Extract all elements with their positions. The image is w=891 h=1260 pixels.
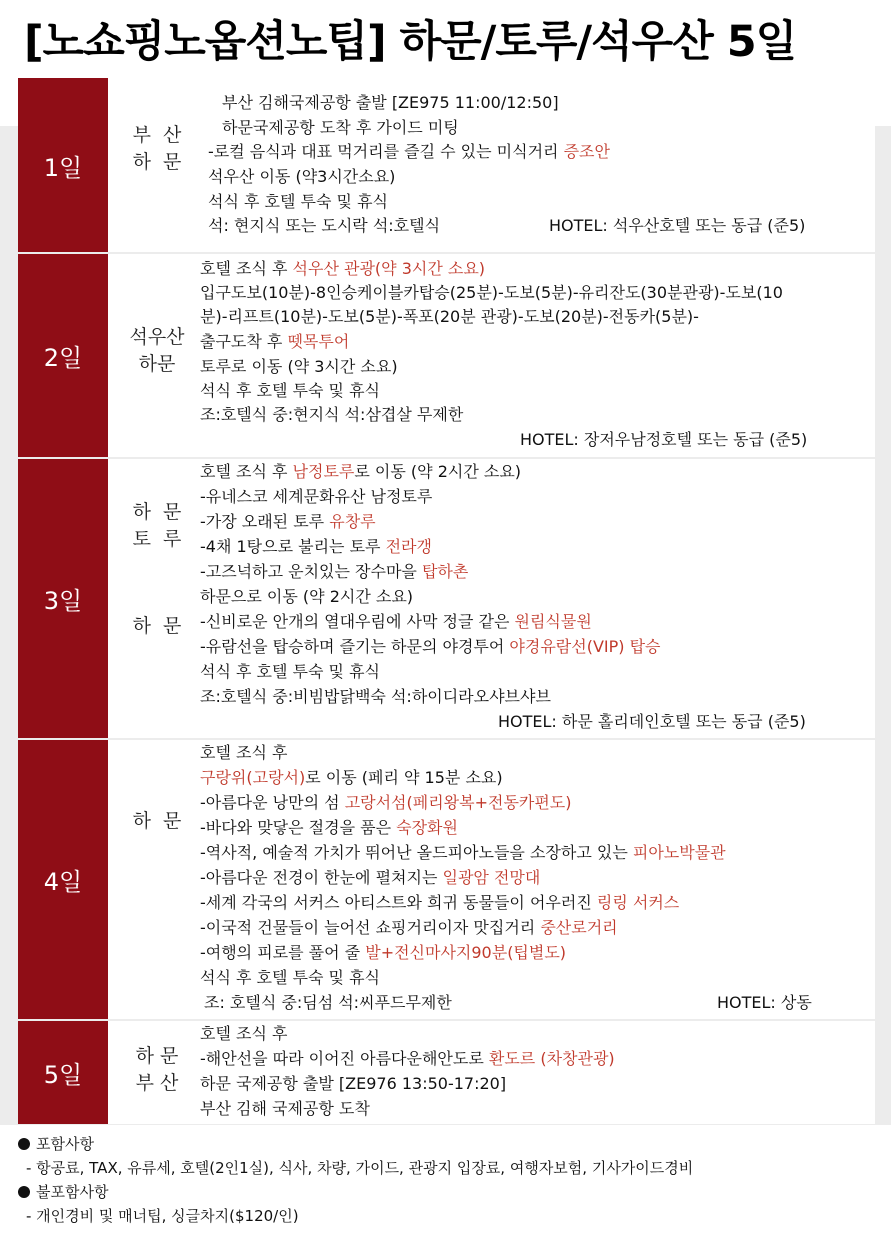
day-label: 4일 [18,740,108,1019]
highlight-text: 원림식물원 [514,612,592,631]
hotel-info: HOTEL: 장저우남정호텔 또는 동급 (준5) [520,430,808,449]
hotel-info: HOTEL: 석우산호텔 또는 동급 (준5) [549,216,806,235]
schedule-line [200,840,726,865]
schedule-line [222,115,459,140]
schedule-line [200,559,468,584]
schedule-text: 부산 김해 국제공항 도착 [200,1099,370,1118]
day-label: 3일 [18,459,108,738]
schedule-text: -신비로운 안개의 열대우림에 사막 정글 같은 [200,612,515,631]
schedule-text: -로컬 음식과 대표 먹거리를 즐길 수 있는 미식거리 [208,142,564,161]
excluded-items: - 개인경비 및 매너팁, 싱글차지($120/인) [26,1207,299,1225]
schedule-line [208,189,388,214]
schedule-line [200,609,592,634]
schedule-text: 조:호텔식 중:현지식 석:삼겹살 무제한 [200,405,464,424]
hotel-info: HOTEL: 상동 [717,993,812,1012]
schedule-line [200,684,551,709]
day-label: 1일 [18,78,108,252]
schedule-text: 호텔 조식 후 [200,462,293,481]
day-1-row [18,78,875,252]
day-location: 하 문 [132,810,182,832]
day-2-row [18,254,875,457]
schedule-text: 분)-리프트(10분)-도보(5분)-폭포(20분 관광)-도보(20분)-전동카(5분)- [200,307,699,326]
schedule-line [200,815,458,840]
schedule-text: 로 이동 (페리 약 15분 소요) [305,768,503,787]
schedule-text: -아름다운 낭만의 섬 [200,793,345,812]
schedule-line [200,740,287,765]
hotel-info: HOTEL: 하문 홀리데인호텔 또는 동급 (준5) [498,712,806,731]
included-heading [18,1132,878,1156]
schedule-line [200,915,618,940]
highlight-text: 석우산 관광(약 3시간 소요) [292,259,486,278]
day-label: 5일 [18,1021,108,1124]
day-location: 하 문 [132,615,182,637]
excluded-heading [18,1180,878,1204]
schedule-text: -해안선을 따라 이어진 아름다운해안도로 [200,1049,489,1068]
day-3-row [18,459,875,738]
schedule-text: 하문으로 이동 (약 2시간 소요) [200,587,414,606]
schedule-line [200,402,463,427]
schedule-line [204,990,452,1015]
schedule-text: 로 이동 (약 2시간 소요) [354,462,522,481]
schedule-line [200,584,413,609]
included-title: 포함사항 [36,1135,94,1153]
schedule-text: -바다와 맞닿은 절경을 품은 [200,818,397,837]
schedule-line [200,329,349,354]
schedule-line [200,1096,370,1121]
schedule-text: 석식 후 호텔 투숙 및 휴식 [200,381,380,400]
schedule-line [200,280,783,305]
schedule-line [200,965,380,990]
schedule-text: 호텔 조식 후 [200,259,293,278]
highlight-text: 뗏목투어 [287,332,350,351]
highlight-text: 링링 서커스 [596,893,680,912]
highlight-text: 야경유람선(VIP) 탑승 [509,637,661,656]
page-title: [노쇼핑노옵션노팁] 하문/토루/석우산 5일 [24,17,797,67]
schedule-text: -가장 오래된 토루 [200,512,330,531]
schedule-text: 호텔 조식 후 [200,1024,288,1043]
schedule-text: 석식 후 호텔 투숙 및 휴식 [200,662,380,681]
schedule-text: -여행의 피로를 풀어 줄 [200,943,366,962]
schedule-text: 석식 후 호텔 투숙 및 휴식 [208,192,388,211]
schedule-text: -유람선을 탑승하며 즐기는 하문의 야경투어 [200,637,510,656]
schedule-text: 하문 국제공항 출발 [ZE976 13:50-17:20] [200,1074,507,1093]
schedule-text: 하문국제공항 도착 후 가이드 미팅 [222,118,459,137]
included-items: - 항공료, TAX, 유류세, 호텔(2인1실), 식사, 차량, 가이드, 관광지 입장료, 여행자보험, 기사가이드경비 [26,1159,694,1177]
schedule-text: 석식 후 호텔 투숙 및 휴식 [200,968,380,987]
schedule-text: -유네스코 세계문화유산 남정토루 [200,487,433,506]
schedule-text: -이국적 건물들이 늘어선 쇼핑거리이자 맛집거리 [200,918,541,937]
highlight-text: 중산로거리 [540,918,618,937]
schedule-line [200,304,699,329]
schedule-line [200,765,503,790]
schedule-line [200,865,540,890]
schedule-line [200,378,380,403]
highlight-text: 증조안 [563,142,610,161]
bullet-icon [18,1186,30,1198]
day-label: 2일 [18,254,108,457]
day-location: 하 문 부 산 [135,1045,179,1094]
highlight-text: 고랑서섬(페리왕복+전동카편도) [344,793,572,812]
day-5-row [18,1021,875,1124]
schedule-text: 부산 김해국제공항 출발 [ZE975 11:00/12:50] [222,93,559,112]
schedule-line [208,213,440,238]
schedule-text: -고즈넉하고 운치있는 장수마을 [200,562,422,581]
schedule-text: -4채 1탕으로 불리는 토루 [200,537,386,556]
schedule-line [200,1046,615,1071]
bullet-icon [18,1138,30,1150]
schedule-line [200,790,572,815]
schedule-line [208,164,395,189]
schedule-text: 입구도보(10분)-8인승케이블카탑승(25분)-도보(5분)-유리잔도(30분관광)-도보(10 [200,283,783,302]
day-location: 석우산 하문 [129,326,185,375]
day-4-row [18,740,875,1019]
highlight-text: 환도르 (차창관광) [488,1049,615,1068]
schedule-line [200,354,398,379]
schedule-line [200,484,432,509]
schedule-line [200,659,380,684]
schedule-text: 석우산 이동 (약3시간소요) [208,167,396,186]
schedule-line [200,1071,506,1096]
schedule-line [222,90,559,115]
schedule-text: -아름다운 전경이 한눈에 펼쳐지는 [200,868,443,887]
schedule-line [200,534,432,559]
schedule-text: -역사적, 예술적 가치가 뛰어난 올드피아노들을 소장하고 있는 [200,843,633,862]
day-location: 하 문 토 루 [132,501,182,550]
schedule-line [200,634,661,659]
highlight-text: 피아노박물관 [632,843,726,862]
highlight-text: 발+전신마사지90분(팁별도) [365,943,567,962]
schedule-line [200,509,376,534]
highlight-text: 유창루 [329,512,376,531]
schedule-line [200,940,566,965]
highlight-text: 전라갱 [385,537,432,556]
highlight-text: 탑하촌 [421,562,469,581]
schedule-text: 조: 호텔식 중:딤섬 석:씨푸드무제한 [204,993,452,1012]
schedule-text: 조:호텔식 중:비빔밥닭백숙 석:하이디라오샤브샤브 [200,687,551,706]
notes-section [18,1132,878,1228]
highlight-text: 일광암 전망대 [442,868,541,887]
schedule-line [200,459,521,484]
schedule-text: 호텔 조식 후 [200,743,288,762]
day-location: 부 산 하 문 [132,124,182,173]
highlight-text: 숙장화원 [396,818,458,837]
schedule-line [200,256,485,281]
schedule-line [208,139,610,164]
schedule-text: 토루로 이동 (약 3시간 소요) [200,357,398,376]
schedule-text: -세계 각국의 서커스 아티스트와 희귀 동물들이 어우러진 [200,893,597,912]
schedule-line [200,1021,287,1046]
schedule-line [200,890,679,915]
highlight-text: 구랑위(고랑서) [200,768,306,787]
highlight-text: 남정토루 [292,462,355,481]
excluded-title: 불포함사항 [36,1183,109,1201]
schedule-text: 석: 현지식 또는 도시락 석:호텔식 [208,216,441,235]
schedule-text: 출구도착 후 [200,332,288,351]
